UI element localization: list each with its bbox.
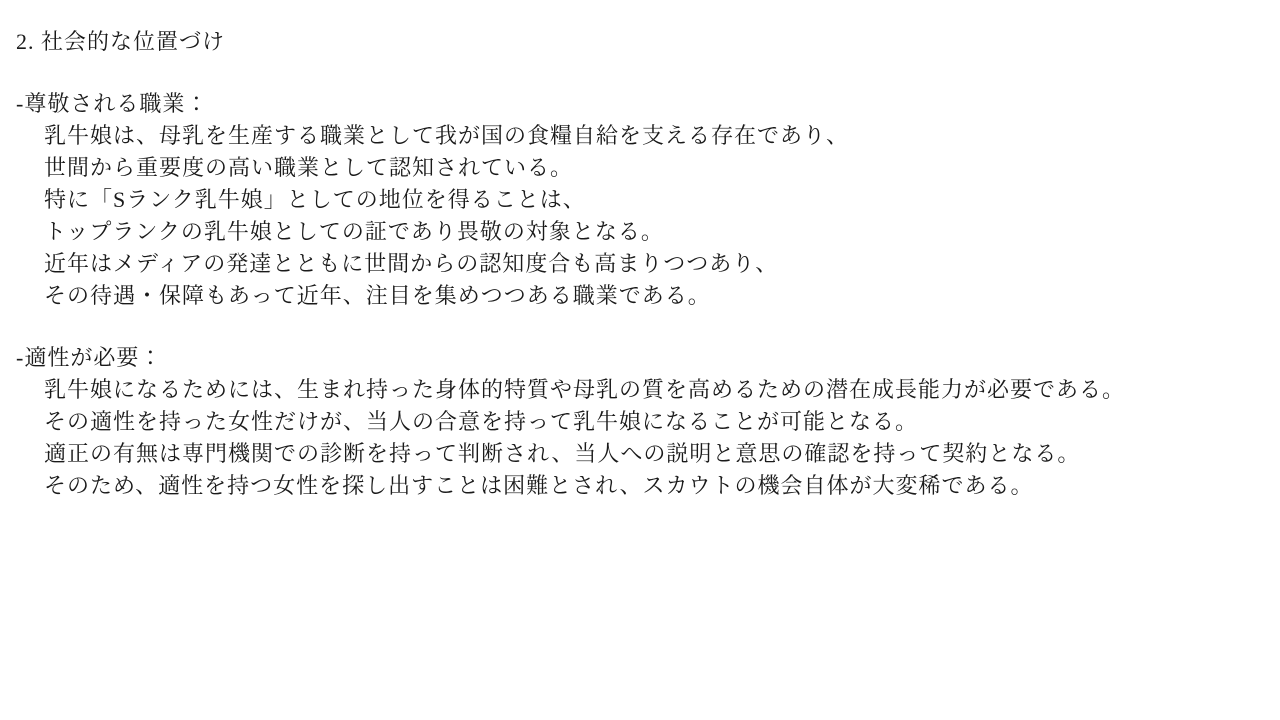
text-line: その適性を持った女性だけが、当人の合意を持って乳牛娘になることが可能となる。 bbox=[44, 409, 919, 434]
section-heading: -尊敬される職業： bbox=[16, 91, 209, 116]
text-line: 特に「Sランク乳牛娘」としての地位を得ることは、 bbox=[44, 187, 586, 212]
blank-line bbox=[16, 58, 1264, 88]
text-line: その待遇・保障もあって近年、注目を集めつつある職業である。 bbox=[44, 283, 711, 308]
text-line: トップランクの乳牛娘としての証であり畏敬の対象となる。 bbox=[44, 219, 664, 244]
text-line: 適正の有無は専門機関での診断を持って判断され、当人への説明と意思の確認を持って契約となる。 bbox=[44, 441, 1081, 466]
text-line: そのため、適性を持つ女性を探し出すことは困難とされ、スカウトの機会自体が大変稀である。 bbox=[44, 473, 1034, 498]
section-heading: -適性が必要： bbox=[16, 345, 163, 370]
text-line: 乳牛娘になるためには、生まれ持った身体的特質や母乳の質を高めるための潜在成長能力が必要である。 bbox=[44, 377, 1126, 402]
blank-line bbox=[16, 312, 1264, 342]
section-respected-occupation bbox=[16, 88, 1264, 312]
section-aptitude-required bbox=[16, 342, 1264, 502]
text-line: 近年はメディアの発達とともに世間からの認知度合も高まりつつあり、 bbox=[44, 251, 779, 276]
text-line: 世間から重要度の高い職業として認知されている。 bbox=[44, 155, 574, 180]
text-line: 乳牛娘は、母乳を生産する職業として我が国の食糧自給を支える存在であり、 bbox=[44, 123, 850, 148]
page-title: 2. 社会的な位置づけ bbox=[16, 29, 226, 54]
